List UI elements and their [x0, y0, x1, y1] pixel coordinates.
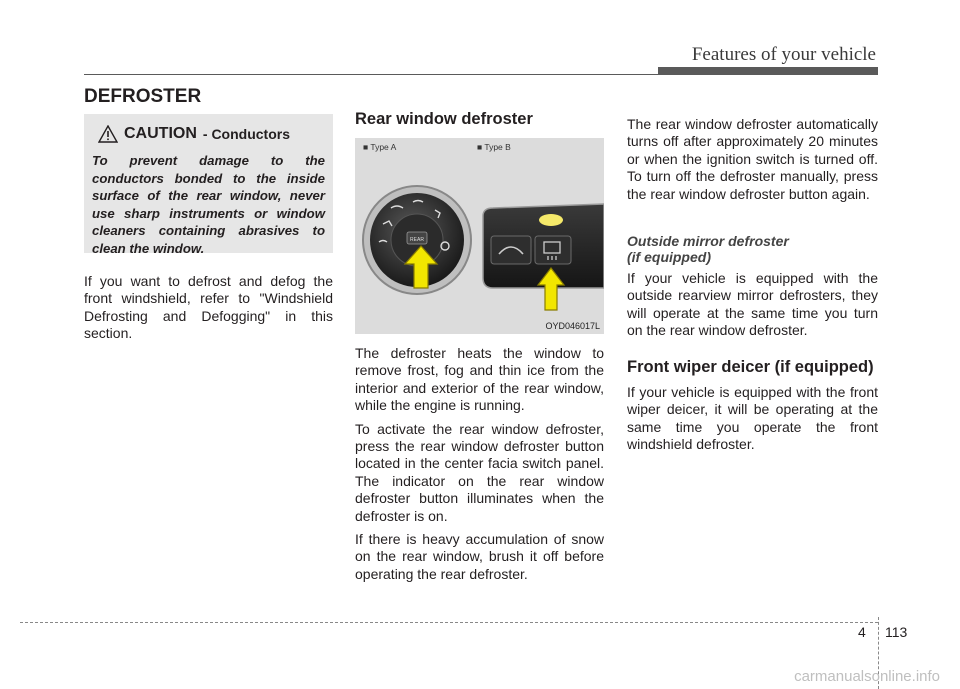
heading-line: (if equipped) [627, 249, 711, 265]
rear-defroster-heading: Rear window defroster [355, 110, 533, 128]
heading-line: Outside mirror defroster [627, 233, 789, 249]
caution-box [84, 114, 333, 256]
running-header: Features of your vehicle [691, 44, 876, 65]
warning-triangle-icon [98, 125, 118, 143]
paragraph: If there is heavy accumulation of snow on the rear window, brush it off before operating the rear defroster. [355, 531, 604, 582]
wiper-deicer-paragraph: If your vehicle is equipped with the front wiper deicer, it will be operating at the same time you operate the front windshield defroster. [627, 384, 878, 453]
mirror-defroster-paragraph: If your vehicle is equipped with the outside rearview mirror defrosters, they will operate at the same time you turn on the rear window defroster. [627, 270, 878, 339]
section-title: DEFROSTER [84, 86, 202, 107]
paragraph: The rear window defroster automatically turns off after approximately 20 minutes or when the ignition switch is turned off. To turn off the defroster manually, press the rear window defroster button again. [627, 116, 878, 202]
header-rule [84, 74, 878, 75]
caution-text: To prevent damage to the conductors bonded to the inside surface of the rear window, never use sharp instruments or window cleaners containing abrasives to clean the window. [92, 153, 325, 256]
paragraph: To activate the rear window defroster, press the rear window defroster button located in the center facia switch panel. The indicator on the rear window defroster button illuminates when the defroster is on. [355, 420, 604, 524]
type-a-label: ■ Type A [363, 142, 397, 152]
intro-paragraph: If you want to defrost and defog the front windshield, refer to "Windshield Defrosting and Defogging" in this section. [84, 273, 333, 342]
caution-subtitle: - Conductors [202, 126, 290, 142]
chapter-number: 4 [858, 624, 866, 640]
defroster-figure [355, 138, 604, 334]
caution-word: CAUTION [124, 125, 197, 142]
mirror-defroster-heading [627, 233, 789, 265]
rear-defroster-body [355, 345, 604, 589]
figure-code: OYD046017L [545, 321, 600, 331]
type-b-label: ■ Type B [477, 142, 511, 152]
page-number: 113 [885, 624, 908, 640]
defroster-controls-illustration [355, 138, 604, 334]
type-b-panel [483, 204, 604, 288]
paragraph: The defroster heats the window to remove frost, fog and thin ice from the interior and exterior of the rear window, while the engine is running. [355, 345, 604, 414]
auto-off-paragraph [627, 116, 878, 203]
rear-button-text: REAR [410, 237, 424, 243]
wiper-deicer-heading: Front wiper deicer (if equipped) [627, 358, 874, 376]
footer-rule [20, 622, 878, 623]
watermark: carmanualsonline.info [794, 668, 940, 685]
